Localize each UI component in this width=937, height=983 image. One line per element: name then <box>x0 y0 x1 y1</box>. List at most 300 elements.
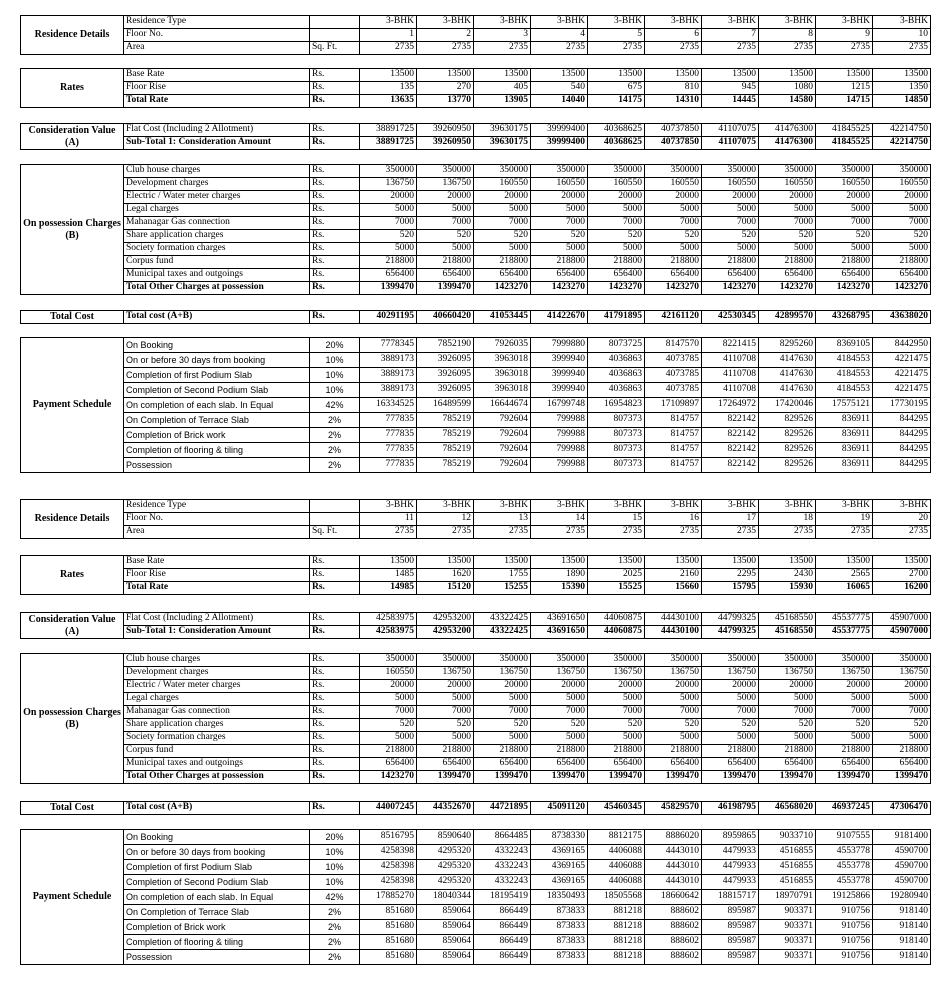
value-cell: 41107075 <box>702 124 759 137</box>
row-label: Residence Type <box>124 500 310 513</box>
value-cell: 4295320 <box>417 875 474 890</box>
value-cell: 3889173 <box>360 353 417 368</box>
value-cell: 136750 <box>759 667 816 680</box>
value-cell: 136750 <box>588 667 645 680</box>
value-cell: 520 <box>360 230 417 243</box>
value-cell: 4073785 <box>645 353 702 368</box>
table-row <box>21 569 931 582</box>
value-cell: 3999940 <box>531 383 588 398</box>
value-cell: 1350 <box>873 82 931 95</box>
value-cell: 14040 <box>531 95 588 108</box>
value-cell: 4443010 <box>645 875 702 890</box>
value-cell: 792604 <box>474 443 531 458</box>
value-cell: 844295 <box>873 428 931 443</box>
value-cell: 785219 <box>417 443 474 458</box>
value-cell: 7000 <box>588 217 645 230</box>
value-cell: 836911 <box>816 413 873 428</box>
value-cell: 881218 <box>588 920 645 935</box>
value-cell: 13500 <box>588 556 645 569</box>
payment-schedule-table-1 <box>20 337 931 473</box>
value-cell: 5000 <box>360 732 417 745</box>
value-cell: 41791895 <box>588 311 645 324</box>
value-cell: 10 <box>873 29 931 42</box>
value-cell: 45091120 <box>531 802 588 815</box>
value-cell: 807373 <box>588 458 645 473</box>
value-cell: 8886020 <box>645 830 702 845</box>
value-cell: 4036863 <box>588 353 645 368</box>
value-cell: 136750 <box>360 178 417 191</box>
value-cell: 2735 <box>816 42 873 55</box>
value-cell: 17730195 <box>873 398 931 413</box>
row-label: Share application charges <box>124 230 310 243</box>
value-cell: 7000 <box>873 217 931 230</box>
table-row <box>21 82 931 95</box>
value-cell: 218800 <box>873 745 931 758</box>
value-cell: 42214750 <box>873 137 931 150</box>
value-cell: 18660642 <box>645 890 702 905</box>
table-row <box>21 890 931 905</box>
value-cell: 2735 <box>816 526 873 539</box>
value-cell: 5000 <box>474 732 531 745</box>
row-label: Floor No. <box>124 513 310 526</box>
value-cell: 2430 <box>759 569 816 582</box>
value-cell: 44007245 <box>360 802 417 815</box>
value-cell: 5000 <box>816 732 873 745</box>
value-cell: 3963018 <box>474 353 531 368</box>
value-cell: 13635 <box>360 95 417 108</box>
row-label: Completion of first Podium Slab <box>124 860 310 875</box>
value-cell: 13500 <box>474 556 531 569</box>
value-cell: 836911 <box>816 458 873 473</box>
value-cell: 851680 <box>360 935 417 950</box>
value-cell: 20000 <box>360 680 417 693</box>
value-cell: 4553778 <box>816 845 873 860</box>
value-cell: 851680 <box>360 920 417 935</box>
value-cell: 16644674 <box>474 398 531 413</box>
value-cell: 8664485 <box>474 830 531 845</box>
table-row <box>21 269 931 282</box>
value-cell: 218800 <box>645 745 702 758</box>
value-cell: 1620 <box>417 569 474 582</box>
value-cell: 13500 <box>588 69 645 82</box>
value-cell: 14850 <box>873 95 931 108</box>
value-cell: 17885270 <box>360 890 417 905</box>
value-cell: 5000 <box>702 732 759 745</box>
table-row <box>21 513 931 526</box>
value-cell: 17575121 <box>816 398 873 413</box>
value-cell: 13500 <box>417 69 474 82</box>
value-cell: 656400 <box>474 269 531 282</box>
row-label: Share application charges <box>124 719 310 732</box>
value-cell: 4479933 <box>702 845 759 860</box>
row-unit: Rs. <box>310 771 360 784</box>
value-cell: 3-BHK <box>645 500 702 513</box>
value-cell: 1080 <box>759 82 816 95</box>
value-cell: 4073785 <box>645 368 702 383</box>
value-cell: 218800 <box>588 745 645 758</box>
value-cell: 5000 <box>759 732 816 745</box>
value-cell: 5000 <box>816 693 873 706</box>
table-row <box>21 230 931 243</box>
value-cell: 7000 <box>702 217 759 230</box>
value-cell: 520 <box>360 719 417 732</box>
value-cell: 4258398 <box>360 845 417 860</box>
value-cell: 8812175 <box>588 830 645 845</box>
value-cell: 4110708 <box>702 368 759 383</box>
table-row <box>21 654 931 667</box>
value-cell: 1399470 <box>588 771 645 784</box>
value-cell: 42530345 <box>702 311 759 324</box>
value-cell: 350000 <box>531 165 588 178</box>
value-cell: 2735 <box>474 526 531 539</box>
value-cell: 13500 <box>816 69 873 82</box>
value-cell: 3926095 <box>417 383 474 398</box>
value-cell: 43268795 <box>816 311 873 324</box>
value-cell: 218800 <box>417 745 474 758</box>
value-cell: 851680 <box>360 905 417 920</box>
value-cell: 350000 <box>474 654 531 667</box>
table-row <box>21 745 931 758</box>
possession-charges-table-2 <box>20 653 931 784</box>
value-cell: 1755 <box>474 569 531 582</box>
value-cell: 5000 <box>417 732 474 745</box>
value-cell: 4073785 <box>645 383 702 398</box>
value-cell: 520 <box>702 230 759 243</box>
consideration-table-1 <box>20 123 931 150</box>
row-label: Completion of Second Podium Slab <box>124 383 310 398</box>
value-cell: 5000 <box>474 693 531 706</box>
table-row <box>21 256 931 269</box>
row-unit: Rs. <box>310 680 360 693</box>
value-cell: 13500 <box>702 69 759 82</box>
value-cell: 160550 <box>816 178 873 191</box>
value-cell: 520 <box>417 230 474 243</box>
value-cell: 40291195 <box>360 311 417 324</box>
value-cell: 42161120 <box>645 311 702 324</box>
value-cell: 520 <box>588 719 645 732</box>
value-cell: 4258398 <box>360 860 417 875</box>
value-cell: 3-BHK <box>702 500 759 513</box>
value-cell: 13500 <box>759 69 816 82</box>
value-cell: 4369165 <box>531 860 588 875</box>
row-unit: 10% <box>310 875 360 890</box>
value-cell: 859064 <box>417 905 474 920</box>
value-cell: 3-BHK <box>417 16 474 29</box>
value-cell: 19280940 <box>873 890 931 905</box>
table-row <box>21 217 931 230</box>
value-cell: 814757 <box>645 413 702 428</box>
value-cell: 18195419 <box>474 890 531 905</box>
value-cell: 13500 <box>474 69 531 82</box>
value-cell: 7000 <box>360 217 417 230</box>
value-cell: 3-BHK <box>816 16 873 29</box>
value-cell: 15930 <box>759 582 816 595</box>
value-cell: 136750 <box>702 667 759 680</box>
value-cell: 895987 <box>702 920 759 935</box>
row-unit: 2% <box>310 413 360 428</box>
value-cell: 5000 <box>759 204 816 217</box>
value-cell: 13500 <box>531 556 588 569</box>
value-cell: 1215 <box>816 82 873 95</box>
value-cell: 8442950 <box>873 338 931 353</box>
table-row <box>21 353 931 368</box>
row-label: On completion of each slab. In Equal <box>124 890 310 905</box>
residence-details-table-1 <box>20 15 931 55</box>
row-unit: 10% <box>310 383 360 398</box>
value-cell: 873833 <box>531 920 588 935</box>
value-cell: 8295260 <box>759 338 816 353</box>
value-cell: 814757 <box>645 458 702 473</box>
table-row <box>21 368 931 383</box>
value-cell: 160550 <box>588 178 645 191</box>
row-label: On Completion of Terrace Slab <box>124 413 310 428</box>
row-label: Total Other Charges at possession <box>124 771 310 784</box>
row-label: Completion of flooring & tiling <box>124 443 310 458</box>
value-cell: 873833 <box>531 935 588 950</box>
row-unit: 2% <box>310 920 360 935</box>
value-cell: 14715 <box>816 95 873 108</box>
value-cell: 520 <box>816 230 873 243</box>
value-cell: 19125866 <box>816 890 873 905</box>
row-label: Electric / Water meter charges <box>124 191 310 204</box>
rates-table-2 <box>20 555 931 595</box>
value-cell: 15120 <box>417 582 474 595</box>
value-cell: 350000 <box>702 654 759 667</box>
residence-details-table-2 <box>20 499 931 539</box>
value-cell: 656400 <box>360 269 417 282</box>
row-unit: Rs. <box>310 654 360 667</box>
value-cell: 656400 <box>588 269 645 282</box>
value-cell: 218800 <box>873 256 931 269</box>
value-cell: 20000 <box>474 191 531 204</box>
value-cell: 656400 <box>873 758 931 771</box>
value-cell: 7000 <box>873 706 931 719</box>
value-cell: 1399470 <box>759 771 816 784</box>
value-cell: 4036863 <box>588 383 645 398</box>
row-unit: Rs. <box>310 191 360 204</box>
value-cell: 3963018 <box>474 383 531 398</box>
value-cell: 1399470 <box>531 771 588 784</box>
value-cell: 785219 <box>417 428 474 443</box>
value-cell: 656400 <box>417 758 474 771</box>
value-cell: 520 <box>474 719 531 732</box>
row-unit: Rs. <box>310 732 360 745</box>
value-cell: 40368625 <box>588 137 645 150</box>
value-cell: 4184553 <box>816 353 873 368</box>
row-unit: 10% <box>310 860 360 875</box>
value-cell: 13500 <box>645 556 702 569</box>
value-cell: 218800 <box>645 256 702 269</box>
value-cell: 866449 <box>474 950 531 965</box>
row-unit: 10% <box>310 845 360 860</box>
value-cell: 15660 <box>645 582 702 595</box>
value-cell: 17 <box>702 513 759 526</box>
row-unit: Rs. <box>310 69 360 82</box>
table-row <box>21 845 931 860</box>
value-cell: 5000 <box>474 243 531 256</box>
row-label: On or before 30 days from booking <box>124 845 310 860</box>
value-cell: 4332243 <box>474 845 531 860</box>
total-cost-table-1 <box>20 310 931 324</box>
value-cell: 910756 <box>816 920 873 935</box>
table-row <box>21 69 931 82</box>
value-cell: 807373 <box>588 428 645 443</box>
row-label: Total Rate <box>124 582 310 595</box>
row-unit <box>310 16 360 29</box>
value-cell: 3-BHK <box>873 16 931 29</box>
value-cell: 15390 <box>531 582 588 595</box>
value-cell: 1 <box>360 29 417 42</box>
value-cell: 14985 <box>360 582 417 595</box>
row-unit: Rs. <box>310 165 360 178</box>
value-cell: 18505568 <box>588 890 645 905</box>
value-cell: 822142 <box>702 413 759 428</box>
value-cell: 38891725 <box>360 124 417 137</box>
value-cell: 844295 <box>873 413 931 428</box>
row-unit: Rs. <box>310 204 360 217</box>
value-cell: 160550 <box>702 178 759 191</box>
value-cell: 3926095 <box>417 368 474 383</box>
row-label: On Booking <box>124 830 310 845</box>
row-label: On or before 30 days from booking <box>124 353 310 368</box>
row-unit: Rs. <box>310 243 360 256</box>
table-row <box>21 413 931 428</box>
row-label: Area <box>124 526 310 539</box>
value-cell: 5000 <box>417 243 474 256</box>
table-row <box>21 338 931 353</box>
value-cell: 9107555 <box>816 830 873 845</box>
value-cell: 888602 <box>645 935 702 950</box>
row-unit: Rs. <box>310 124 360 137</box>
value-cell: 45907000 <box>873 626 931 639</box>
value-cell: 1399470 <box>417 771 474 784</box>
value-cell: 5000 <box>531 243 588 256</box>
value-cell: 39999400 <box>531 124 588 137</box>
value-cell: 14 <box>531 513 588 526</box>
value-cell: 13500 <box>531 69 588 82</box>
value-cell: 520 <box>873 230 931 243</box>
value-cell: 792604 <box>474 428 531 443</box>
value-cell: 8 <box>759 29 816 42</box>
possession-charges-table-1 <box>20 164 931 295</box>
value-cell: 5000 <box>873 732 931 745</box>
value-cell: 7852190 <box>417 338 474 353</box>
value-cell: 18970791 <box>759 890 816 905</box>
value-cell: 5000 <box>588 732 645 745</box>
table-row <box>21 443 931 458</box>
value-cell: 866449 <box>474 905 531 920</box>
value-cell: 350000 <box>474 165 531 178</box>
row-label: Club house charges <box>124 165 310 178</box>
value-cell: 5 <box>588 29 645 42</box>
row-unit: 2% <box>310 935 360 950</box>
value-cell: 43638020 <box>873 311 931 324</box>
value-cell: 520 <box>588 230 645 243</box>
value-cell: 4184553 <box>816 368 873 383</box>
value-cell: 5000 <box>645 204 702 217</box>
row-label: Total Other Charges at possession <box>124 282 310 295</box>
value-cell: 945 <box>702 82 759 95</box>
value-cell: 5000 <box>816 204 873 217</box>
table-row <box>21 178 931 191</box>
value-cell: 4036863 <box>588 368 645 383</box>
value-cell: 1399470 <box>645 771 702 784</box>
row-label: Mahanagar Gas connection <box>124 217 310 230</box>
value-cell: 20000 <box>816 680 873 693</box>
value-cell: 43322425 <box>474 626 531 639</box>
row-unit: 2% <box>310 905 360 920</box>
value-cell: 829526 <box>759 443 816 458</box>
value-cell: 218800 <box>417 256 474 269</box>
value-cell: 3-BHK <box>759 500 816 513</box>
value-cell: 2735 <box>531 526 588 539</box>
value-cell: 39630175 <box>474 124 531 137</box>
value-cell: 405 <box>474 82 531 95</box>
row-label: Base Rate <box>124 556 310 569</box>
value-cell: 2160 <box>645 569 702 582</box>
value-cell: 5000 <box>531 732 588 745</box>
table-row <box>21 428 931 443</box>
value-cell: 218800 <box>816 745 873 758</box>
value-cell: 18350493 <box>531 890 588 905</box>
value-cell: 2735 <box>417 526 474 539</box>
value-cell: 13500 <box>759 556 816 569</box>
value-cell: 5000 <box>702 243 759 256</box>
value-cell: 814757 <box>645 428 702 443</box>
value-cell: 520 <box>759 230 816 243</box>
table-row <box>21 282 931 295</box>
value-cell: 3-BHK <box>873 500 931 513</box>
row-unit: Sq. Ft. <box>310 526 360 539</box>
value-cell: 859064 <box>417 920 474 935</box>
value-cell: 41845525 <box>816 137 873 150</box>
row-unit: 42% <box>310 398 360 413</box>
value-cell: 3-BHK <box>474 500 531 513</box>
value-cell: 656400 <box>702 758 759 771</box>
row-label: Completion of flooring & tiling <box>124 935 310 950</box>
value-cell: 3-BHK <box>360 500 417 513</box>
value-cell: 2735 <box>702 526 759 539</box>
value-cell: 218800 <box>816 256 873 269</box>
row-label: Flat Cost (Including 2 Allotment) <box>124 613 310 626</box>
value-cell: 20000 <box>645 191 702 204</box>
value-cell: 41845525 <box>816 124 873 137</box>
value-cell: 14580 <box>759 95 816 108</box>
value-cell: 12 <box>417 513 474 526</box>
value-cell: 2700 <box>873 569 931 582</box>
table-row <box>21 732 931 745</box>
table-row <box>21 771 931 784</box>
value-cell: 520 <box>816 719 873 732</box>
value-cell: 785219 <box>417 458 474 473</box>
value-cell: 350000 <box>531 654 588 667</box>
section-label: Total Cost <box>21 802 124 815</box>
value-cell: 7000 <box>360 706 417 719</box>
value-cell: 2735 <box>360 526 417 539</box>
value-cell: 41422670 <box>531 311 588 324</box>
value-cell: 7000 <box>816 217 873 230</box>
row-label: Base Rate <box>124 69 310 82</box>
value-cell: 656400 <box>816 269 873 282</box>
value-cell: 656400 <box>759 269 816 282</box>
value-cell: 13770 <box>417 95 474 108</box>
value-cell: 14445 <box>702 95 759 108</box>
value-cell: 38891725 <box>360 137 417 150</box>
row-label: Possession <box>124 458 310 473</box>
value-cell: 8369105 <box>816 338 873 353</box>
value-cell: 6 <box>645 29 702 42</box>
row-label: Residence Type <box>124 16 310 29</box>
